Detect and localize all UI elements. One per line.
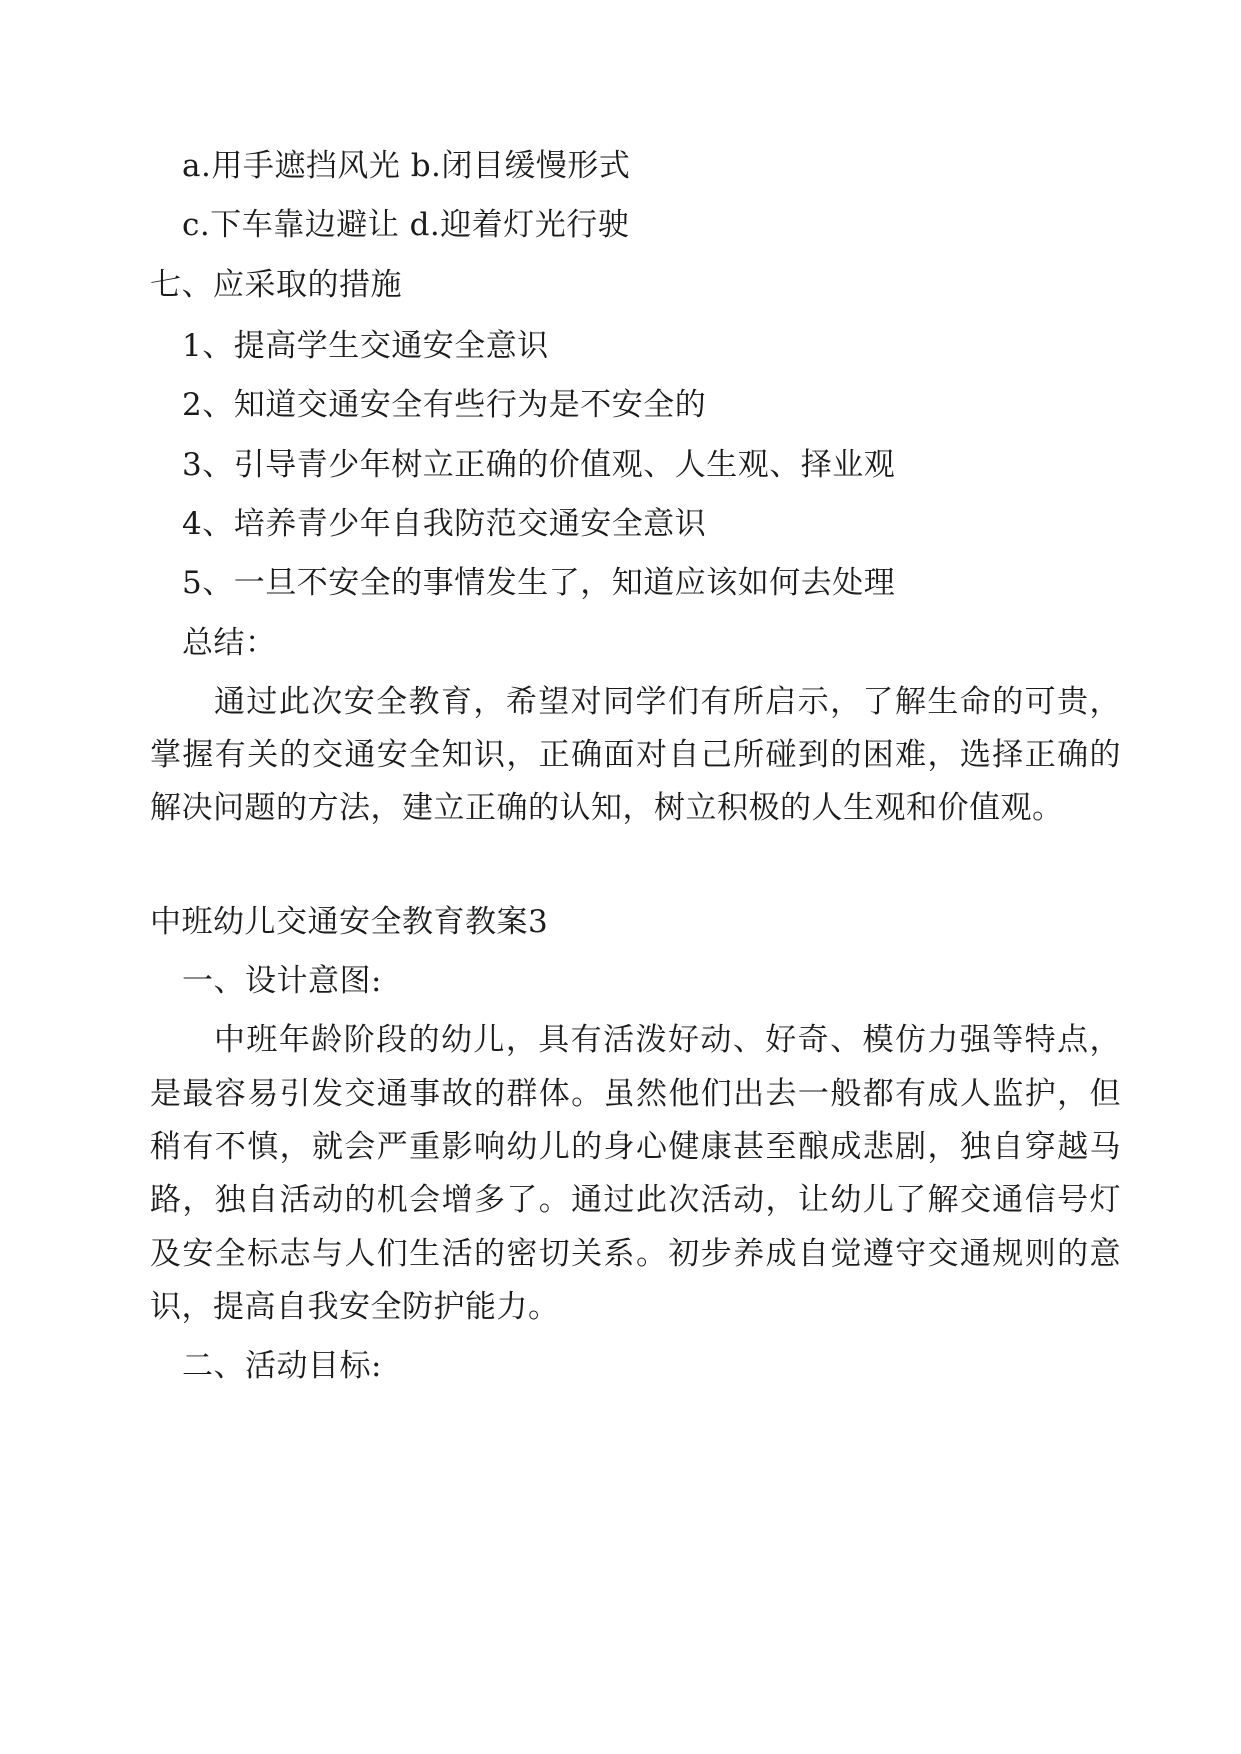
activity-goal-heading: 二、活动目标: bbox=[182, 1348, 382, 1385]
measure-item-3: 3、引导青少年树立正确的价值观、人生观、择业观 bbox=[182, 446, 896, 483]
design-intent-paragraph: 中班年龄阶段的幼儿，具有活泼好动、好奇、模仿力强等特点，是最容易引发交通事故的群体。虽然他们出去一般都有成人监护，但稍有不慎，就会严重影响幼儿的身心健康甚至酿成悲剧，独自穿越马路，独自活动的机会增多了。通过此次活动，让幼儿了解交通信号灯及安全标志与人们生活的密切关系。初步养成自觉遵守交通规则的意识，提高自我安全防护能力。 bbox=[150, 1022, 1121, 1325]
option-line-c: c.下车靠边避让 d.迎着灯光行驶 bbox=[182, 207, 630, 244]
document-body bbox=[150, 140, 1121, 1394]
measure-item-1: 1、提高学生交通安全意识 bbox=[182, 327, 549, 364]
section-spacer bbox=[150, 842, 1121, 896]
design-intent-heading: 一、设计意图: bbox=[182, 963, 382, 1000]
measures-heading: 七、应采取的措施 bbox=[150, 266, 402, 303]
option-line-a: a.用手遮挡风光 b.闭目缓慢形式 bbox=[182, 148, 631, 184]
measure-item-2: 2、知道交通安全有些行为是不安全的 bbox=[182, 387, 707, 424]
measure-item-4: 4、培养青少年自我防范交通安全意识 bbox=[182, 505, 707, 542]
measure-item-5: 5、一旦不安全的事情发生了，知道应该如何去处理 bbox=[182, 565, 896, 602]
summary-label: 总结： bbox=[182, 624, 277, 661]
section-title: 中班幼儿交通安全教育教案3 bbox=[150, 903, 549, 940]
summary-paragraph: 通过此次安全教育，希望对同学们有所启示，了解生命的可贵，掌握有关的交通安全知识，正确面对自己所碰到的困难，选择正确的解决问题的方法，建立正确的认知，树立积极的人生观和价值观。 bbox=[150, 683, 1121, 827]
